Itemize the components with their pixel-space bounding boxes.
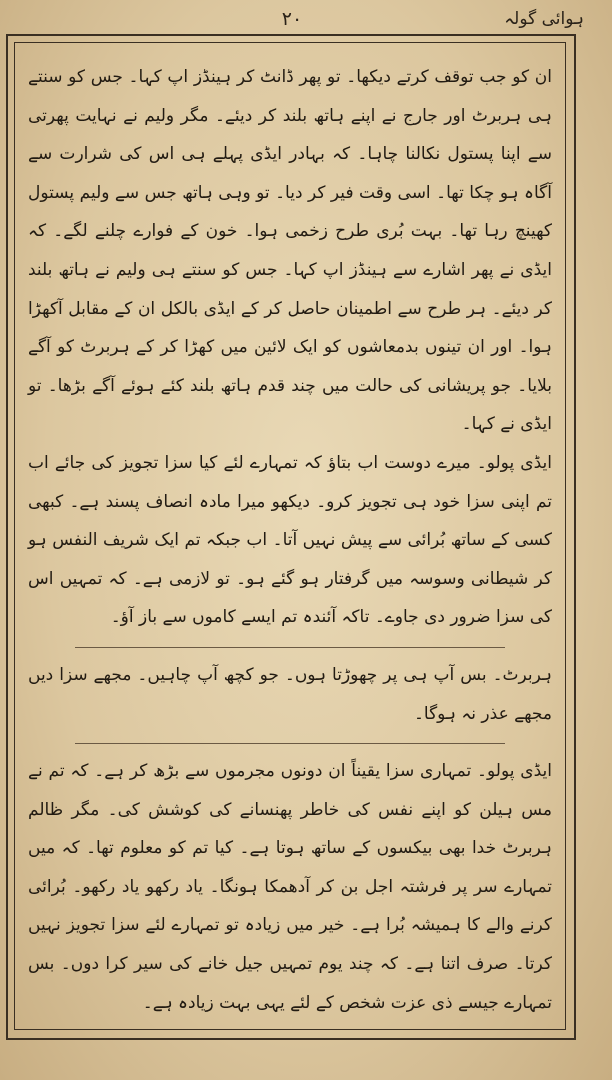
divider [75,743,505,744]
paragraph-herbert-reply: ہربرٹ۔ بس آپ ہی پر چھوڑتا ہوں۔ جو کچھ آپ چاہیں۔ مجھے سزا دیں مجھے عذر نہ ہوگا۔ [28,664,552,724]
page-header [0,4,612,36]
body-text [28,58,552,1022]
running-title: ہوائی گولہ [504,9,584,29]
divider [75,647,505,648]
paragraph-eddie-verdict: ایڈی پولو۔ تمہاری سزا یقیناً ان دونوں مجرموں سے بڑھ کر ہے۔ کہ تم نے مس ہیلن کو اپنے نفس کی خاطر پھنسانے کی کوشش کی۔ مگر ظالم ہربرٹ خدا بھی بیکسوں کے ساتھ ہوتا ہے۔ کیا تم کو معلوم تھا۔ کہ میں تمہارے سر پر فرشتہ اجل بن کر آدھمکا ہونگا۔ یاد رکھو یاد رکھو۔ بُرائی کرنے والے کا ہمیشہ بُرا ہے۔ خیر میں زیادہ تو تمہارے لئے سزا تجویز نہیں کرتا۔ صرف اتنا ہے۔ کہ چند یوم تمہیں جیل خانے کی سیر کرا دوں۔ بس تمہارے جیسے ذی عزت شخص کے لئے یہی بہت زیادہ ہے۔ [28,761,552,1013]
paragraph-eddie-speech: ایڈی پولو۔ میرے دوست اب بتاؤ کہ تمہارے لئے کیا سزا تجویز کی جائے اب تم اپنی سزا خود ہی تجویز کرو۔ دیکھو میرا مادہ انصاف پسند ہے۔ کبھی کسی کے ساتھ بُرائی سے پیش نہیں آتا۔ اب جبکہ تم ایک شریف النفس ہو کر شیطانی وسوسہ میں گرفتار ہو گئے ہو۔ تو لازمی ہے۔ کہ تمہیں اس کی سزا ضرور دی جاوے۔ تاکہ آئندہ تم ایسے کاموں سے باز آؤ۔ [28,452,552,628]
page-number: ٢٠ [281,8,303,30]
paragraph-narration: ان کو جب توقف کرتے دیکھا۔ تو پھر ڈانٹ کر ہینڈز اپ کہا۔ جس کو سنتے ہی ہربرٹ اور جارج نے اپنے ہاتھ بلند کر دیئے۔ مگر ولیم نے نہایت پھرتی سے اپنا پستول نکالنا چاہا۔ کہ بہادر ایڈی پہلے ہی اس کی شرارت سے آگاہ ہو چکا تھا۔ اسی وقت فیر کر دیا۔ تو وہی ہاتھ جس سے ولیم پستول کھینچ رہا تھا۔ بہت بُری طرح زخمی ہوا۔ خون کے فوارے چلنے لگے۔ کہ ایڈی نے پھر اشارے سے ہینڈز اپ کہا۔ جس کو سنتے ہی ولیم نے ہاتھ بلند کر دیئے۔ ہر طرح سے اطمینان حاصل کر کے ایڈی بالکل ان کے مقابل آکھڑا ہوا۔ اور ان تینوں بدمعاشوں کو ایک لائین میں کھڑا کر کے ہربرٹ کو آگے بلایا۔ جو پریشانی کی حالت میں چند قدم ہاتھ بلند کئے ہوئے آگے بڑھا۔ تو ایڈی نے کہا۔ [28,67,552,435]
